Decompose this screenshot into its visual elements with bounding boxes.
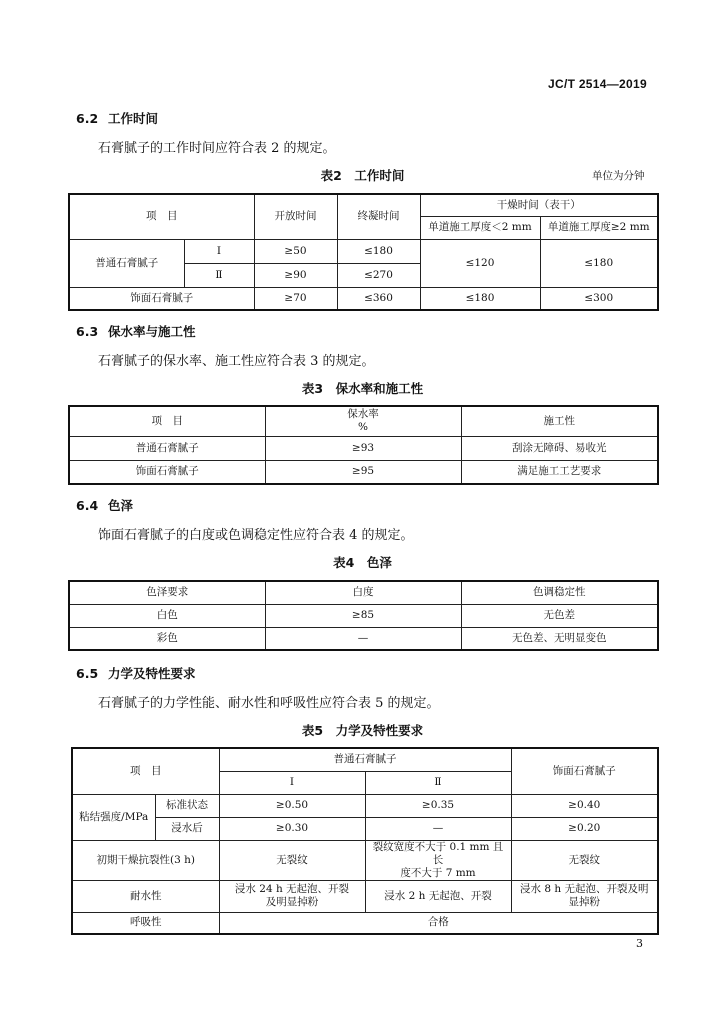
t2-g2-final: ≤270 [337,263,420,287]
t3-r2-name: 饰面石膏腻子 [69,460,265,484]
table4-title: 表4 色泽 [333,555,392,570]
t3-r1-water: ≥93 [265,436,461,460]
t3-r2-work: 满足施工工艺要求 [461,460,658,484]
t3-header-item: 项 目 [69,406,265,436]
section-heading-6-2: 6.2 工作时间 [76,111,159,126]
t2-header-open: 开放时间 [254,194,337,239]
t5-crack-g2-line1: 裂纹宽度不大于 0.1 mm 且长 [372,840,504,866]
t5-crack-g2 [365,840,511,880]
paragraph-6-3: 石膏腻子的保水率、施工性应符合表 3 的规定。 [98,354,375,369]
t2-g2-open: ≥90 [254,263,337,287]
t5-bond: 粘结强度/MPa [72,794,155,840]
t5-water-f [511,880,658,912]
table-5-mechanical [71,747,659,935]
t2-g1-open: ≥50 [254,239,337,263]
t5-crack-g1: 无裂纹 [219,840,365,880]
t5-header-g1: Ⅰ [219,771,365,794]
t2-header-final: 终凝时间 [337,194,420,239]
t5-water-f-line1: 浸水 8 h 无起泡、开裂及明 [520,883,649,895]
t2-grade2: Ⅱ [184,263,254,287]
t5-crack: 初期干燥抗裂性(3 h) [72,840,219,880]
t5-crack-g2-line2: 度不大于 7 mm [400,866,476,879]
t2-f-thin: ≤180 [420,287,540,310]
t5-breath-val: 合格 [219,912,658,934]
t3-header-work: 施工性 [461,406,658,436]
table3-title: 表3 保水率和施工性 [301,381,424,396]
section-heading-6-5: 6.5 力学及特性要求 [76,666,196,681]
t3-header-water [265,406,461,436]
t5-std-g2: ≥0.35 [365,794,511,817]
t5-soak-g2: — [365,817,511,840]
t2-f-thick: ≤300 [540,287,658,310]
t5-water-g1-line2: 及明显掉粉 [265,896,319,908]
t2-f-open: ≥70 [254,287,337,310]
t5-header-g2: Ⅱ [365,771,511,794]
t3-r1-name: 普通石膏腻子 [69,436,265,460]
t3-r1-work: 刮涂无障碍、易收光 [461,436,658,460]
paragraph-6-4: 饰面石膏腻子的白度或色调稳定性应符合表 4 的规定。 [98,528,414,543]
t5-water-g2: 浸水 2 h 无起泡、开裂 [365,880,511,912]
paragraph-6-5: 石膏腻子的力学性能、耐水性和呼吸性应符合表 5 的规定。 [98,696,440,711]
t5-std-f: ≥0.40 [511,794,658,817]
t5-soak: 浸水后 [155,817,219,840]
t5-water-g1-line1: 浸水 24 h 无起泡、开裂 [234,883,350,895]
t4-r1-stab: 无色差 [461,604,658,627]
table2-unit: 单位为分钟 [592,170,645,182]
t4-header-stab: 色调稳定性 [461,581,658,604]
t2-header-thin: 单道施工厚度＜2 mm [420,216,540,239]
t5-crack-f: 无裂纹 [511,840,658,880]
page-number: 3 [636,937,643,950]
t4-r1-white: ≥85 [265,604,461,627]
t5-std-g1: ≥0.50 [219,794,365,817]
t5-header-item: 项 目 [72,748,219,794]
t5-std-state: 标准状态 [155,794,219,817]
t2-grade1: Ⅰ [184,239,254,263]
t3-header-pct: % [358,421,368,434]
t2-header-thick: 单道施工厚度≥2 mm [540,216,658,239]
t3-r2-water: ≥95 [265,460,461,484]
t5-water-f-line2: 显掉粉 [568,896,600,908]
t5-soak-g1: ≥0.30 [219,817,365,840]
t4-header-req: 色泽要求 [69,581,265,604]
t2-header-item: 项 目 [69,194,254,239]
t4-r2-name: 彩色 [69,627,265,650]
table2-title: 表2 工作时间 [320,168,405,183]
t2-g1-final: ≤180 [337,239,420,263]
t2-f-final: ≤360 [337,287,420,310]
t5-water-g1 [219,880,365,912]
t4-r2-white: — [265,627,461,650]
t2-ord-thin: ≤120 [420,239,540,287]
t2-ord-thick: ≤180 [540,239,658,287]
section-heading-6-4: 6.4 色泽 [76,498,134,513]
paragraph-6-2: 石膏腻子的工作时间应符合表 2 的规定。 [98,141,336,156]
t2-facing: 饰面石膏腻子 [69,287,254,310]
t3-header-water-label: 保水率 [347,408,379,421]
t2-ordinary: 普通石膏腻子 [69,239,184,287]
t4-r1-name: 白色 [69,604,265,627]
t5-header-ordinary: 普通石膏腻子 [219,748,511,771]
t2-header-dry: 干燥时间（表干） [420,194,658,216]
t5-breath: 呼吸性 [72,912,219,934]
table-3-water-retention [68,405,659,485]
t4-r2-stab: 无色差、无明显变色 [461,627,658,650]
table-4-color [68,580,659,651]
table5-title: 表5 力学及特性要求 [301,723,424,738]
section-heading-6-3: 6.3 保水率与施工性 [76,324,196,339]
t5-header-facing: 饰面石膏腻子 [511,748,658,794]
t5-soak-f: ≥0.20 [511,817,658,840]
table-2-working-time [68,193,659,311]
t5-water: 耐水性 [72,880,219,912]
standard-code: JC/T 2514—2019 [548,77,647,91]
t4-header-white: 白度 [265,581,461,604]
